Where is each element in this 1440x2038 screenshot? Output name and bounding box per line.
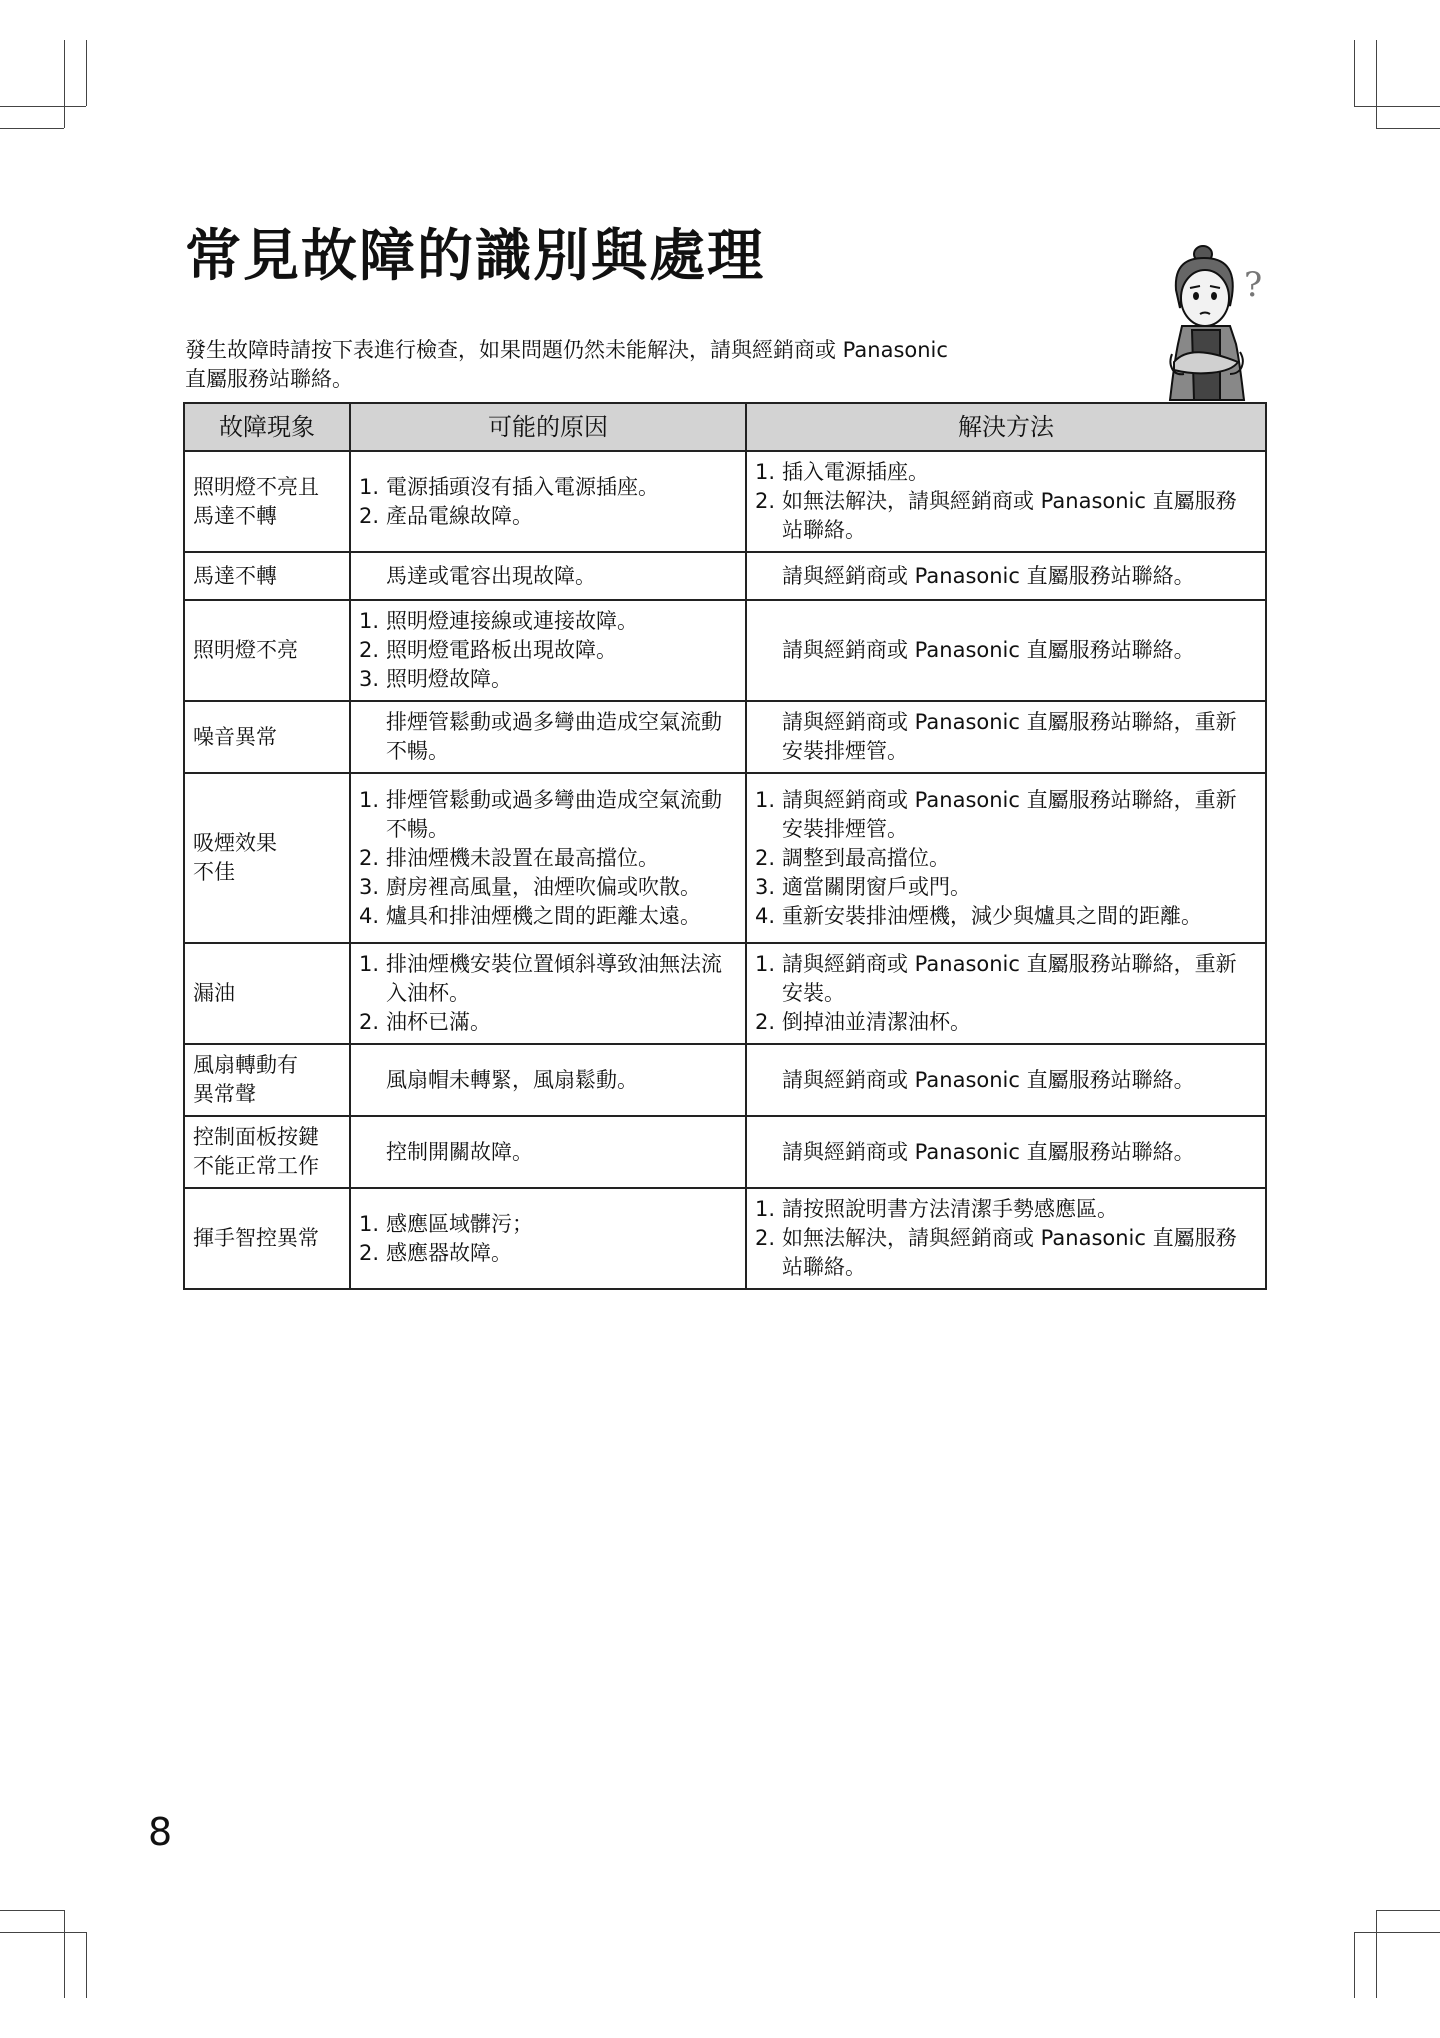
item-number: 1.: [755, 460, 776, 484]
table-row: [184, 451, 1266, 552]
cause-cell: [350, 1188, 746, 1289]
symptom-cell: [184, 773, 350, 943]
item-text: 如無法解決，請與經銷商或 Panasonic 直屬服務站聯絡。: [782, 1226, 1237, 1279]
symptom-text: 馬達不轉: [193, 563, 277, 588]
table-body: [184, 451, 1266, 1289]
symptom-text: 噪音異常: [193, 724, 277, 749]
crop-mark: [1354, 40, 1355, 106]
table-row: [184, 943, 1266, 1044]
list-item: [755, 902, 1257, 931]
crop-mark: [0, 128, 64, 129]
list-item: [359, 844, 737, 873]
cell-text: 排煙管鬆動或過多彎曲造成空氣流動不暢。: [386, 710, 722, 763]
item-text: 請與經銷商或 Panasonic 直屬服務站聯絡，重新安裝排煙管。: [782, 787, 1237, 841]
crop-mark: [1354, 1932, 1440, 1933]
item-number: 3.: [755, 874, 776, 899]
item-number: 1.: [359, 787, 380, 812]
item-number: 1.: [359, 474, 380, 499]
table-row: [184, 600, 1266, 701]
item-number: 2.: [359, 503, 380, 528]
cause-cell: [350, 552, 746, 600]
list-item: [359, 665, 737, 694]
crop-mark: [64, 1910, 65, 1998]
crop-mark: [64, 40, 65, 128]
item-text: 廚房裡高風量，油煙吹偏或吹散。: [386, 874, 701, 899]
list-item: [359, 873, 737, 902]
item-number: 1.: [755, 787, 776, 812]
intro-text: [185, 336, 1085, 394]
item-text: 爐具和排油煙機之間的距離太遠。: [386, 903, 701, 928]
symptom-cell: [184, 701, 350, 773]
item-text: 排煙管鬆動或過多彎曲造成空氣流動不暢。: [386, 787, 722, 841]
cell-text: 控制開關故障。: [386, 1139, 533, 1164]
intro-line: 發生故障時請按下表進行檢查，如果問題仍然未能解決，請與經銷商或 Panasonic: [185, 338, 948, 362]
symptom-text: 馬達不轉: [193, 503, 277, 528]
item-text: 照明燈電路板出現故障。: [386, 638, 617, 662]
list-item: [359, 1008, 737, 1037]
list-item: [755, 950, 1257, 1008]
solution-cell: [746, 1188, 1266, 1289]
item-number: 2.: [755, 1226, 776, 1250]
item-number: 4.: [755, 903, 776, 928]
cell-text: 請與經銷商或 Panasonic 直屬服務站聯絡。: [782, 563, 1195, 588]
page-title: 常見故障的識別與處理: [185, 224, 765, 289]
list-item: [359, 607, 737, 636]
list-item: [755, 1224, 1257, 1282]
list-item: [359, 1239, 737, 1268]
symptom-cell: [184, 1116, 350, 1188]
item-text: 感應器故障。: [386, 1240, 512, 1265]
item-text: 油杯已滿。: [386, 1010, 491, 1034]
cause-cell: [350, 600, 746, 701]
item-number: 3.: [359, 874, 380, 899]
solution-cell: [746, 773, 1266, 943]
item-number: 1.: [755, 952, 776, 976]
symptom-cell: [184, 943, 350, 1044]
list-item: [755, 487, 1257, 545]
troubleshooting-table: [183, 402, 1267, 1290]
item-text: 倒掉油並清潔油杯。: [782, 1010, 971, 1034]
item-number: 2.: [359, 638, 380, 662]
list-item: [359, 902, 737, 931]
solution-column-header: 解決方法: [746, 403, 1266, 451]
item-number: 1.: [359, 1211, 380, 1236]
table-row: [184, 701, 1266, 773]
question-mark-icon: ?: [1244, 265, 1263, 305]
table-row: [184, 773, 1266, 943]
list-item: [359, 473, 737, 502]
item-number: 4.: [359, 903, 380, 928]
list-item: [755, 873, 1257, 902]
symptom-cell: [184, 552, 350, 600]
list-item: [359, 636, 737, 665]
item-number: 3.: [359, 667, 380, 691]
symptom-text: 揮手智控異常: [193, 1226, 319, 1250]
crop-mark: [1376, 128, 1440, 129]
item-text: 如無法解決，請與經銷商或 Panasonic 直屬服務站聯絡。: [782, 489, 1237, 542]
item-text: 排油煙機安裝位置傾斜導致油無法流入油杯。: [386, 952, 722, 1005]
cause-cell: [350, 773, 746, 943]
list-item: [755, 1008, 1257, 1037]
solution-cell: [746, 1044, 1266, 1116]
symptom-text: 不能正常工作: [193, 1154, 319, 1178]
list-item: [359, 1210, 737, 1239]
crop-mark: [1354, 1932, 1355, 1998]
symptom-text: 異常聲: [193, 1082, 256, 1106]
item-text: 調整到最高擋位。: [782, 845, 950, 870]
cause-cell: [350, 943, 746, 1044]
crop-mark: [0, 1932, 86, 1933]
solution-cell: [746, 701, 1266, 773]
cause-column-header: 可能的原因: [350, 403, 746, 451]
list-item: [359, 502, 737, 531]
cell-text: 馬達或電容出現故障。: [386, 563, 596, 588]
symptom-cell: [184, 451, 350, 552]
list-item: [755, 1195, 1257, 1224]
crop-mark: [86, 40, 87, 106]
cell-text: 風扇帽未轉緊，風扇鬆動。: [386, 1067, 638, 1092]
crop-mark: [0, 106, 86, 107]
item-number: 1.: [359, 609, 380, 633]
cause-cell: [350, 451, 746, 552]
confused-woman-illustration: [1168, 244, 1273, 402]
cause-cell: [350, 1044, 746, 1116]
symptom-text: 風扇轉動有: [193, 1053, 298, 1077]
list-item: [755, 844, 1257, 873]
symptom-cell: [184, 600, 350, 701]
cell-text: 請與經銷商或 Panasonic 直屬服務站聯絡，重新安裝排煙管。: [782, 710, 1237, 763]
cell-text: 請與經銷商或 Panasonic 直屬服務站聯絡。: [782, 638, 1195, 662]
list-item: [755, 786, 1257, 844]
symptom-text: 不佳: [193, 860, 235, 884]
symptom-text: 照明燈不亮: [193, 638, 298, 662]
item-number: 2.: [359, 1010, 380, 1034]
crop-mark: [1376, 40, 1377, 128]
item-text: 照明燈連接線或連接故障。: [386, 609, 638, 633]
item-number: 1.: [755, 1197, 776, 1221]
cell-text: 請與經銷商或 Panasonic 直屬服務站聯絡。: [782, 1139, 1195, 1164]
symptom-text: 漏油: [193, 981, 235, 1005]
crop-mark: [0, 1910, 64, 1911]
item-text: 排油煙機未設置在最高擋位。: [386, 845, 659, 870]
item-text: 請按照說明書方法清潔手勢感應區。: [782, 1197, 1118, 1221]
table-header-row: [184, 403, 1266, 451]
symptom-cell: [184, 1044, 350, 1116]
item-text: 請與經銷商或 Panasonic 直屬服務站聯絡，重新安裝。: [782, 952, 1237, 1005]
intro-line: 直屬服務站聯絡。: [185, 367, 353, 391]
item-number: 2.: [755, 1010, 776, 1034]
item-text: 感應區域髒污；: [386, 1211, 533, 1236]
cause-cell: [350, 701, 746, 773]
symptom-text: 吸煙效果: [193, 831, 277, 855]
solution-cell: [746, 600, 1266, 701]
list-item: [359, 786, 737, 844]
cell-text: 請與經銷商或 Panasonic 直屬服務站聯絡。: [782, 1067, 1195, 1092]
solution-cell: [746, 451, 1266, 552]
solution-cell: [746, 552, 1266, 600]
item-number: 2.: [359, 845, 380, 870]
item-text: 重新安裝排油煙機，減少與爐具之間的距離。: [782, 903, 1202, 928]
item-text: 產品電線故障。: [386, 503, 533, 528]
list-item: [755, 458, 1257, 487]
symptom-column-header: 故障現象: [184, 403, 350, 451]
item-text: 插入電源插座。: [782, 460, 929, 484]
crop-mark: [1354, 106, 1440, 107]
item-text: 電源插頭沒有插入電源插座。: [386, 474, 659, 499]
table-row: [184, 1044, 1266, 1116]
item-number: 2.: [359, 1240, 380, 1265]
crop-mark: [1376, 1910, 1440, 1911]
crop-mark: [86, 1932, 87, 1998]
item-number: 1.: [359, 952, 380, 976]
symptom-text: 控制面板按鍵: [193, 1125, 319, 1149]
table-row: [184, 1188, 1266, 1289]
list-item: [359, 950, 737, 1008]
cause-cell: [350, 1116, 746, 1188]
item-text: 照明燈故障。: [386, 667, 512, 691]
symptom-cell: [184, 1188, 350, 1289]
item-text: 適當關閉窗戶或門。: [782, 874, 971, 899]
crop-mark: [1376, 1910, 1377, 1998]
page-number: 8: [148, 1810, 173, 1854]
solution-cell: [746, 943, 1266, 1044]
table-row: [184, 1116, 1266, 1188]
symptom-text: 照明燈不亮且: [193, 474, 319, 499]
item-number: 2.: [755, 489, 776, 513]
table-row: [184, 552, 1266, 600]
item-number: 2.: [755, 845, 776, 870]
solution-cell: [746, 1116, 1266, 1188]
